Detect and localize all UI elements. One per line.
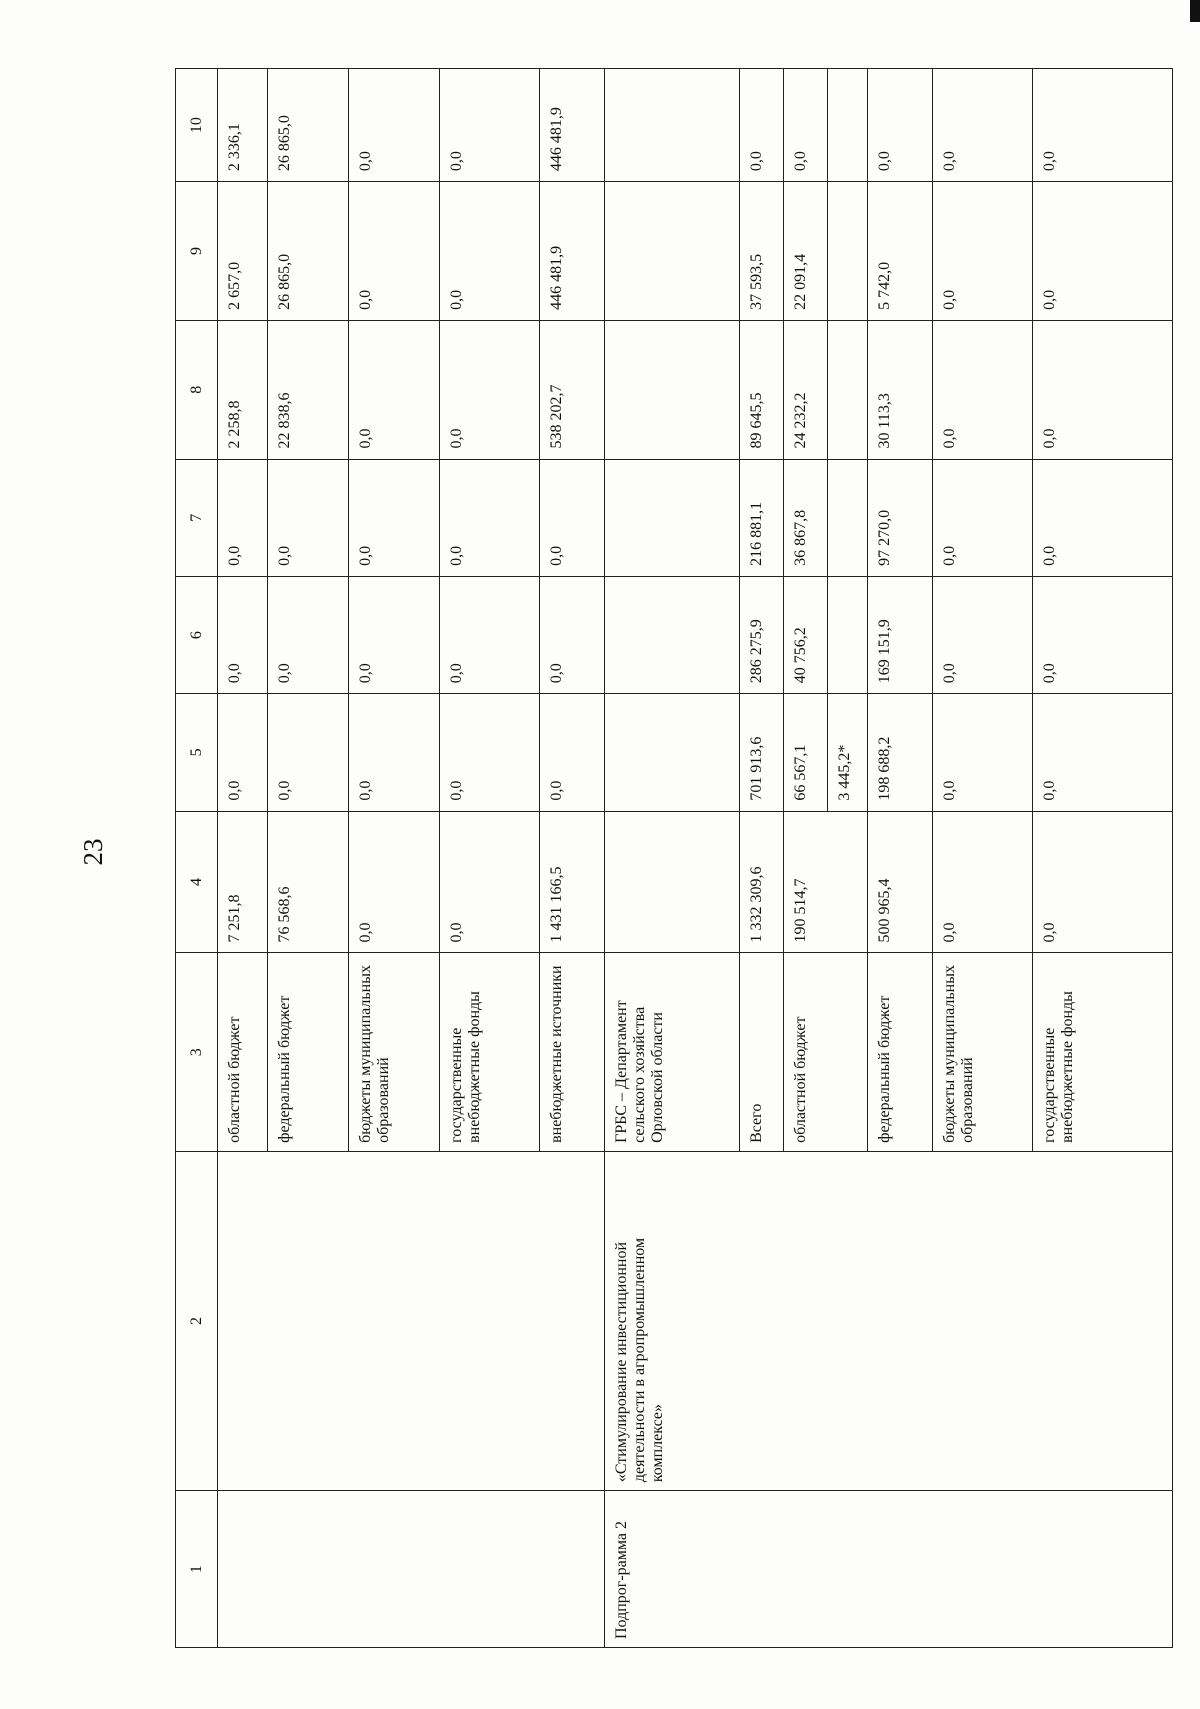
rotated-table-container	[175, 68, 1160, 1648]
source-cell: государственные внебюджетные фонды	[440, 953, 540, 1151]
header-cell: 8	[176, 320, 218, 459]
value-cell: 30 113,3	[868, 320, 933, 459]
value-cell: 0,0	[540, 694, 605, 811]
value-cell: 500 965,4	[868, 811, 933, 953]
value-cell: 0,0	[440, 320, 540, 459]
source-cell: областной бюджет	[784, 953, 868, 1151]
value-cell: 0,0	[784, 69, 828, 182]
value-cell: 26 865,0	[268, 182, 349, 321]
value-cell: 0,0	[440, 182, 540, 321]
value-cell: 2 258,8	[218, 320, 268, 459]
value-cell: 36 867,8	[784, 459, 828, 576]
value-cell: 0,0	[740, 69, 784, 182]
value-cell: 0,0	[349, 182, 440, 321]
value-cell: 0,0	[218, 459, 268, 576]
header-cell: 2	[176, 1151, 218, 1490]
value-cell: 0,0	[540, 459, 605, 576]
value-cell: 0,0	[349, 811, 440, 953]
value-cell: 0,0	[933, 694, 1033, 811]
value-cell: 0,0	[268, 694, 349, 811]
value-cell: 538 202,7	[540, 320, 605, 459]
header-cell: 6	[176, 576, 218, 693]
value-cell: 0,0	[218, 694, 268, 811]
value-cell: 446 481,9	[540, 182, 605, 321]
value-cell: 0,0	[540, 576, 605, 693]
source-cell: внебюджетные источники	[540, 953, 605, 1151]
value-cell: 0,0	[440, 576, 540, 693]
value-cell: 0,0	[1033, 320, 1173, 459]
value-cell	[605, 182, 740, 321]
header-cell: 1	[176, 1491, 218, 1648]
value-cell: 0,0	[349, 69, 440, 182]
value-cell: 0,0	[1033, 576, 1173, 693]
value-cell: 22 091,4	[784, 182, 828, 321]
value-cell: 0,0	[1033, 694, 1173, 811]
value-cell	[605, 811, 740, 953]
value-cell: 0,0	[440, 69, 540, 182]
value-cell: 66 567,1	[784, 694, 828, 811]
value-cell: 40 756,2	[784, 576, 828, 693]
value-cell: 0,0	[440, 811, 540, 953]
source-cell: ГРБС – Департамент сельского хозяйства Орловской области	[605, 953, 740, 1151]
value-cell: 0,0	[933, 576, 1033, 693]
value-cell: 701 913,6	[740, 694, 784, 811]
subprogram-title: «Стимулирование инвестиционной деятельности в агропромышленном комплексе»	[605, 1151, 1173, 1490]
value-cell	[828, 576, 868, 693]
source-cell: государственные внебюджетные фонды	[1033, 953, 1173, 1151]
value-cell: 0,0	[1033, 69, 1173, 182]
value-cell: 286 275,9	[740, 576, 784, 693]
value-cell: 0,0	[868, 69, 933, 182]
value-cell: 0,0	[1033, 459, 1173, 576]
value-cell	[605, 69, 740, 182]
header-cell: 10	[176, 69, 218, 182]
value-cell: 7 251,8	[218, 811, 268, 953]
value-cell: 0,0	[440, 459, 540, 576]
source-cell: федеральный бюджет	[868, 953, 933, 1151]
value-cell	[605, 459, 740, 576]
value-cell: 1 332 309,6	[740, 811, 784, 953]
value-cell: 190 514,7	[784, 811, 868, 953]
value-cell: 169 151,9	[868, 576, 933, 693]
value-cell	[605, 694, 740, 811]
table-row	[605, 69, 740, 1648]
value-cell	[828, 182, 868, 321]
value-cell: 198 688,2	[868, 694, 933, 811]
value-cell: 37 593,5	[740, 182, 784, 321]
subprogram-label: Подпрог-рамма 2	[605, 1491, 1173, 1648]
value-cell: 5 742,0	[868, 182, 933, 321]
value-cell: 0,0	[349, 459, 440, 576]
value-cell: 0,0	[349, 576, 440, 693]
value-cell: 2 657,0	[218, 182, 268, 321]
value-cell	[828, 459, 868, 576]
corner-mark	[1190, 0, 1200, 22]
value-cell: 0,0	[440, 694, 540, 811]
value-cell	[605, 576, 740, 693]
value-cell: 0,0	[933, 459, 1033, 576]
value-cell: 0,0	[268, 459, 349, 576]
value-cell: 216 881,1	[740, 459, 784, 576]
page-number: 23	[78, 838, 108, 866]
value-cell	[828, 320, 868, 459]
value-cell	[605, 320, 740, 459]
empty-cell	[218, 1491, 605, 1648]
value-cell: 76 568,6	[268, 811, 349, 953]
value-cell: 446 481,9	[540, 69, 605, 182]
source-cell: Всего	[740, 953, 784, 1151]
header-cell: 7	[176, 459, 218, 576]
value-cell: 26 865,0	[268, 69, 349, 182]
source-cell: федеральный бюджет	[268, 953, 349, 1151]
empty-cell	[218, 1151, 605, 1490]
value-cell: 0,0	[933, 320, 1033, 459]
value-cell: 0,0	[268, 576, 349, 693]
value-cell: 22 838,6	[268, 320, 349, 459]
value-cell: 24 232,2	[784, 320, 828, 459]
value-cell: 0,0	[349, 320, 440, 459]
header-cell: 9	[176, 182, 218, 321]
source-cell: бюджеты муниципальных образований	[349, 953, 440, 1151]
table-row	[218, 69, 268, 1648]
value-cell: 1 431 166,5	[540, 811, 605, 953]
value-cell: 0,0	[933, 69, 1033, 182]
value-cell: 97 270,0	[868, 459, 933, 576]
header-cell: 4	[176, 811, 218, 953]
value-cell: 0,0	[933, 811, 1033, 953]
value-cell: 0,0	[1033, 182, 1173, 321]
budget-table	[175, 68, 1173, 1648]
source-cell: бюджеты муниципальных образований	[933, 953, 1033, 1151]
header-row	[176, 69, 218, 1648]
source-cell: областной бюджет	[218, 953, 268, 1151]
value-cell: 0,0	[349, 694, 440, 811]
value-cell: 0,0	[218, 576, 268, 693]
header-cell: 5	[176, 694, 218, 811]
header-cell: 3	[176, 953, 218, 1151]
value-cell: 0,0	[933, 182, 1033, 321]
value-cell: 3 445,2*	[828, 694, 868, 811]
value-cell	[828, 69, 868, 182]
value-cell: 0,0	[1033, 811, 1173, 953]
value-cell: 2 336,1	[218, 69, 268, 182]
value-cell: 89 645,5	[740, 320, 784, 459]
